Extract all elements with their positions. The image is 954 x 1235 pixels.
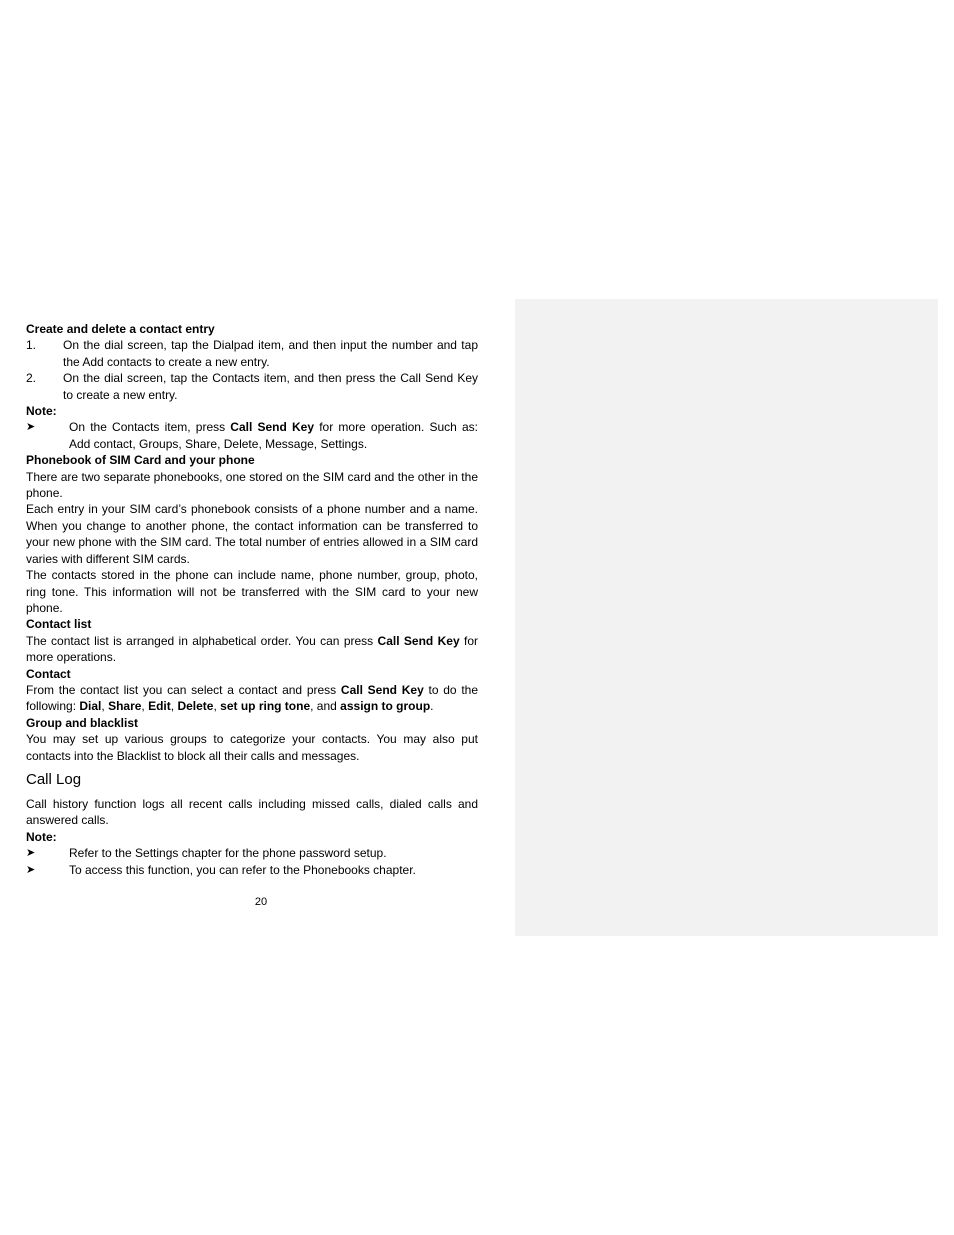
- call-log-notes: [26, 845, 478, 878]
- phonebook-heading: Phonebook of SIM Card and your phone: [26, 453, 255, 468]
- call-log-paragraph: Call history function logs all recent calls including missed calls, dialed calls and answered calls.: [26, 796, 478, 828]
- note-label: Note:: [26, 829, 57, 844]
- call-log-title: Call Log: [26, 770, 82, 788]
- note-text: Refer to the Settings chapter for the phone password setup.: [69, 846, 387, 861]
- arrow-bullet-icon: ➤: [26, 421, 36, 434]
- create-notes: [26, 419, 478, 452]
- create-steps: [26, 337, 478, 403]
- list-item: [26, 419, 478, 452]
- page-number: 20: [254, 896, 268, 908]
- phonebook-paragraph-1: There are two separate phonebooks, one stored on the SIM card and the other in the phone.: [26, 469, 478, 501]
- contact-list-paragraph: The contact list is arranged in alphabetical order. You can press Call Send Key for more operations.: [26, 633, 478, 665]
- phonebook-paragraph-2: Each entry in your SIM card’s phonebook consists of a phone number and a name. When you change to another phone, the contact information can be transferred to your new phone with the SIM card. The total number of entries allowed in a SIM card varies with different SIM cards.: [26, 502, 478, 566]
- contact-heading: Contact: [26, 666, 71, 681]
- text-column: [26, 321, 478, 878]
- list-item: [26, 370, 478, 403]
- step-text: On the dial screen, tap the Contacts item, and then press the Call Send Key to create a new entry.: [63, 371, 478, 402]
- step-number: 1.: [26, 338, 37, 353]
- phonebook-paragraph-3: The contacts stored in the phone can include name, phone number, group, photo, ring tone. This information will not be transferred with the SIM card to your new phone.: [26, 568, 478, 615]
- group-heading: Group and blacklist: [26, 715, 139, 730]
- step-text: On the dial screen, tap the Dialpad item, and then input the number and tap the Add contacts to create a new entry.: [63, 338, 478, 369]
- arrow-bullet-icon: ➤: [26, 863, 36, 876]
- arrow-bullet-icon: ➤: [26, 847, 36, 860]
- list-item: [26, 337, 478, 370]
- list-item: [26, 862, 478, 878]
- note-text: On the Contacts item, press Call Send Key for more operation. Such as: Add contact, Groups, Share, Delete, Message, Settings.: [69, 420, 479, 451]
- note-text: To access this function, you can refer to the Phonebooks chapter.: [69, 862, 416, 877]
- group-paragraph: You may set up various groups to categorize your contacts. You may also put contacts into the Blacklist to block all their calls and messages.: [26, 732, 478, 763]
- contact-paragraph: From the contact list you can select a contact and press Call Send Key to do the following: Dial, Share, Edit, Delete, set up ring tone, and assign to group.: [26, 682, 478, 714]
- blank-facing-page: [515, 299, 938, 936]
- create-heading: Create and delete a contact entry: [26, 322, 215, 336]
- note-label: Note:: [26, 404, 57, 419]
- step-number: 2.: [26, 371, 37, 386]
- list-item: [26, 845, 478, 861]
- contact-list-heading: Contact list: [26, 617, 92, 632]
